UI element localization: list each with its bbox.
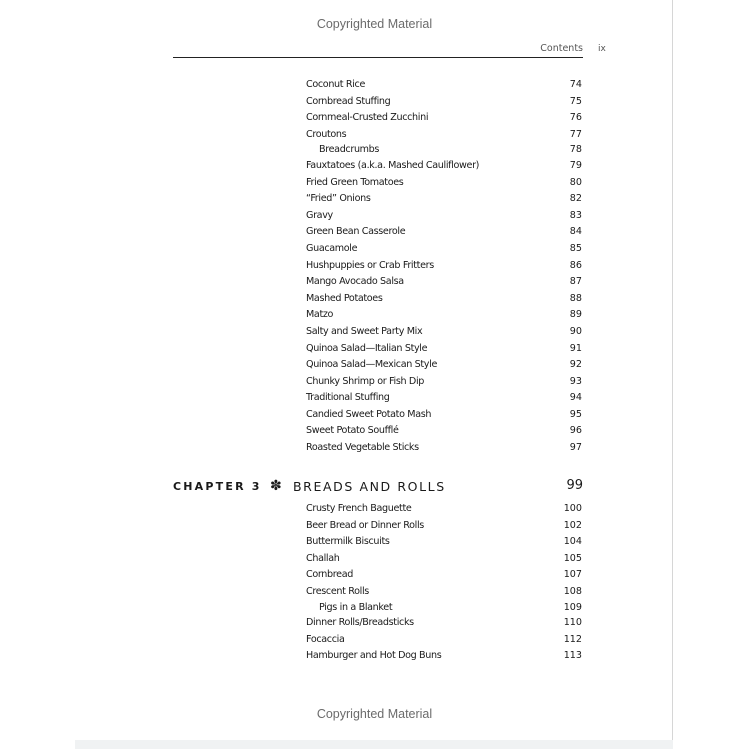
toc-entry-page: 85 (569, 242, 582, 254)
running-head: Contents (540, 43, 583, 54)
toc-entry[interactable] (306, 648, 582, 665)
toc-entry-page: 91 (569, 342, 582, 354)
toc-entry[interactable] (306, 175, 582, 192)
toc-entry-page: 78 (569, 144, 582, 156)
toc-list-chapter-3 (306, 501, 582, 665)
chapter-label: CHAPTER 3 (173, 480, 262, 493)
toc-entry-page: 96 (569, 425, 582, 437)
toc-entry-page: 84 (569, 226, 582, 238)
toc-entry-title: Salty and Sweet Party Mix (306, 325, 423, 337)
toc-entry-title: Gravy (306, 209, 333, 221)
chapter-title: BREADS AND ROLLS (293, 479, 446, 494)
toc-list-chapter-2 (306, 77, 582, 457)
toc-entry-page: 102 (563, 519, 582, 531)
toc-entry-page: 79 (569, 159, 582, 171)
toc-entry-title: Cornbread Stuffing (306, 95, 391, 107)
toc-entry-title: Crescent Rolls (306, 585, 369, 597)
toc-entry-page: 86 (569, 259, 582, 271)
chapter-page-number: 99 (566, 478, 583, 493)
toc-entry-title: Pigs in a Blanket (319, 601, 393, 613)
toc-entry[interactable] (306, 224, 582, 241)
toc-entry[interactable] (306, 291, 582, 308)
toc-entry-page: 82 (569, 193, 582, 205)
toc-entry[interactable] (306, 584, 582, 601)
toc-entry-title: Roasted Vegetable Sticks (306, 442, 419, 454)
header-rule (173, 57, 583, 58)
toc-entry-title: Fauxtatoes (a.k.a. Mashed Cauliflower) (306, 159, 480, 171)
flower-ornament-icon: ✽ (270, 478, 282, 494)
toc-entry-title: Coconut Rice (306, 79, 365, 90)
toc-entry-title: Guacamole (306, 242, 358, 254)
toc-entry-title: Fried Green Tomatoes (306, 176, 404, 188)
toc-entry-title: Chunky Shrimp or Fish Dip (306, 375, 425, 387)
toc-entry[interactable] (306, 191, 582, 208)
toc-entry-page: 94 (569, 392, 582, 404)
toc-entry[interactable] (306, 258, 582, 275)
toc-entry-page: 100 (563, 503, 582, 514)
toc-entry-title: Dinner Rolls/Breadsticks (306, 617, 414, 629)
toc-entry[interactable] (306, 440, 582, 457)
toc-entry-title: Mango Avocado Salsa (306, 276, 404, 288)
toc-entry-title: Buttermilk Biscuits (306, 536, 390, 548)
toc-entry[interactable] (306, 208, 582, 225)
toc-entry-title: Hamburger and Hot Dog Buns (306, 650, 442, 662)
toc-entry-title: Candied Sweet Potato Mash (306, 408, 432, 420)
toc-entry-page: 90 (569, 325, 582, 337)
toc-entry-page: 87 (569, 276, 582, 288)
toc-entry-title: Focaccia (306, 633, 345, 645)
toc-entry-page: 83 (569, 209, 582, 221)
toc-entry-title: Breadcrumbs (319, 144, 380, 156)
toc-entry-title: Sweet Potato Soufflé (306, 425, 399, 437)
toc-entry[interactable] (306, 390, 582, 407)
toc-entry[interactable] (306, 127, 582, 144)
toc-entry[interactable] (306, 110, 582, 127)
toc-entry-title: Quinoa Salad—Italian Style (306, 342, 428, 354)
toc-entry-page: 88 (569, 292, 582, 304)
toc-entry[interactable] (306, 324, 582, 341)
toc-entry-title: Cornmeal-Crusted Zucchini (306, 112, 429, 124)
toc-entry-page: 76 (569, 112, 582, 124)
toc-entry-page: 104 (563, 536, 582, 548)
toc-entry-title: Traditional Stuffing (306, 392, 390, 404)
toc-entry-title: Beer Bread or Dinner Rolls (306, 519, 424, 531)
toc-entry-page: 80 (569, 176, 582, 188)
copyright-notice-bottom: Copyrighted Material (316, 707, 433, 721)
toc-entry[interactable] (306, 374, 582, 391)
toc-entry[interactable] (306, 632, 582, 649)
toc-entry[interactable] (306, 158, 582, 175)
toc-entry[interactable] (306, 501, 582, 518)
toc-entry-page: 93 (569, 375, 582, 387)
toc-entry[interactable] (306, 241, 582, 258)
toc-entry[interactable] (306, 423, 582, 440)
toc-entry-title: Mashed Potatoes (306, 292, 383, 304)
toc-entry[interactable] (306, 615, 582, 632)
toc-entry-page: 110 (563, 617, 582, 629)
toc-entry-title: Croutons (306, 128, 347, 140)
toc-entry-title: Matzo (306, 309, 334, 321)
toc-entry-page: 113 (563, 650, 582, 662)
toc-entry-title: Cornbread (306, 569, 353, 581)
toc-entry-page: 75 (569, 95, 582, 107)
toc-entry-title: Crusty French Baguette (306, 503, 412, 514)
toc-entry-page: 77 (569, 128, 582, 140)
toc-entry[interactable] (306, 551, 582, 568)
toc-entry-page: 74 (569, 79, 582, 90)
toc-entry-page: 112 (563, 633, 582, 645)
toc-subentry[interactable] (306, 601, 582, 616)
toc-entry[interactable] (306, 567, 582, 584)
toc-entry-title: Challah (306, 552, 340, 564)
toc-entry-title: Quinoa Salad—Mexican Style (306, 359, 438, 371)
toc-entry-page: 107 (563, 569, 582, 581)
viewer-bottom-band (75, 740, 673, 749)
toc-entry[interactable] (306, 307, 582, 324)
toc-entry[interactable] (306, 274, 582, 291)
toc-entry[interactable] (306, 77, 582, 94)
toc-entry[interactable] (306, 407, 582, 424)
toc-entry-page: 89 (569, 309, 582, 321)
toc-entry[interactable] (306, 94, 582, 111)
toc-entry[interactable] (306, 341, 582, 358)
toc-entry-title: Hushpuppies or Crab Fritters (306, 259, 434, 271)
copyright-notice-top: Copyrighted Material (316, 17, 433, 31)
toc-entry-page: 105 (563, 552, 582, 564)
page-edge-line (672, 0, 673, 740)
toc-entry-title: Green Bean Casserole (306, 226, 406, 238)
toc-entry-page: 95 (569, 408, 582, 420)
toc-entry[interactable] (306, 518, 582, 535)
toc-entry-page: 97 (569, 442, 582, 454)
chapter-heading[interactable] (173, 478, 583, 496)
toc-entry-page: 92 (569, 359, 582, 371)
toc-entry-title: “Fried” Onions (306, 193, 371, 205)
page-number: ix (598, 44, 606, 54)
toc-entry-page: 109 (563, 601, 582, 613)
toc-entry[interactable] (306, 357, 582, 374)
toc-entry[interactable] (306, 534, 582, 551)
toc-entry-page: 108 (563, 585, 582, 597)
toc-subentry[interactable] (306, 143, 582, 158)
